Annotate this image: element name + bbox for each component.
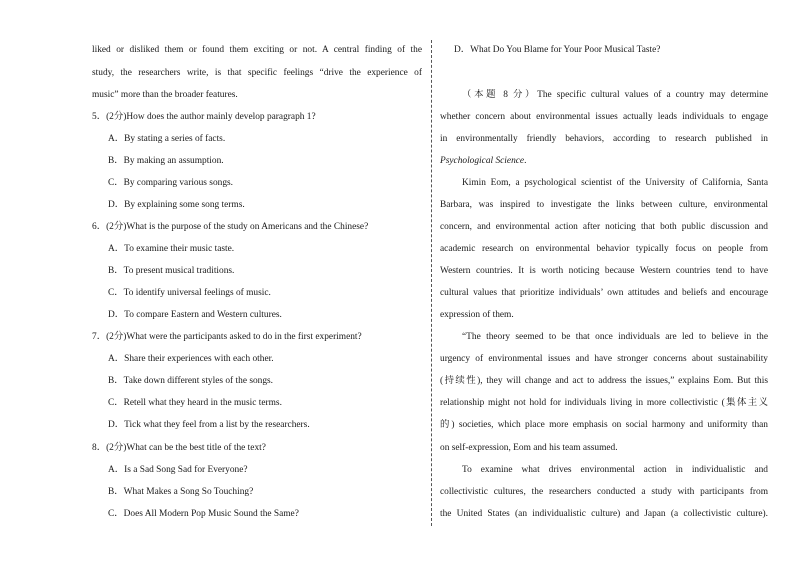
paragraph-line: To examine what drives environmental action in individualistic and bbox=[462, 465, 768, 475]
paragraph-line bbox=[440, 155, 526, 167]
paragraph-line: （本题 8 分）The specific cultural values of a country may determine bbox=[462, 90, 768, 100]
paragraph-line: urgency of environmental issues and have stronger concerns about sustainability bbox=[440, 354, 768, 364]
paragraph-line: collectivistic cultures, the researchers conducted a study with participants from bbox=[440, 487, 768, 497]
passage-line: study, the researchers write, is that specific feelings “drive the experience of bbox=[92, 68, 422, 78]
paragraph-line: “The theory seemed to be that once individuals are led to believe in the bbox=[462, 332, 768, 342]
paragraph-line: in environmentally friendly behaviors, according to research published in bbox=[440, 134, 768, 144]
paragraph-line: Kimin Eom, a psychological scientist of the University of California, Santa bbox=[462, 178, 768, 188]
paragraph-line: on self-expression, Eom and his team assumed. bbox=[440, 443, 618, 453]
q7-option-a[interactable]: A．Share their experiences with each other. bbox=[108, 354, 274, 364]
paragraph-line: 的) societies, which place more emphasis on social harmony and uniformity than bbox=[440, 420, 768, 430]
paragraph-line: (持续性), they will change and act to address the issues,” explains Eom. But this bbox=[440, 376, 768, 386]
q6-option-c[interactable]: C．To identify universal feelings of music. bbox=[108, 288, 271, 298]
period: . bbox=[524, 156, 527, 166]
paragraph-line: concern, and environmental action after noticing that both public discussion and bbox=[440, 222, 768, 232]
q5-option-c[interactable]: C．By comparing various songs. bbox=[108, 178, 233, 188]
paragraph-line: cultural values that prioritize individuals’ own attitudes and beliefs and encourage bbox=[440, 288, 768, 298]
q7-option-b[interactable]: B．Take down different styles of the songs. bbox=[108, 376, 274, 386]
q6-option-d[interactable]: D．To compare Eastern and Western cultures. bbox=[108, 310, 282, 320]
question-5-stem: 5．(2分)How does the author mainly develop paragraph 1? bbox=[92, 112, 316, 122]
passage-line: liked or disliked them or found them exciting or not. A central finding of the bbox=[92, 45, 422, 55]
journal-name: Psychological Science bbox=[440, 156, 525, 166]
question-7-stem: 7．(2分)What were the participants asked to do in the first experiment? bbox=[92, 332, 362, 342]
q7-option-d[interactable]: D．Tick what they feel from a list by the researchers. bbox=[108, 420, 310, 430]
question-8-stem: 8．(2分)What can be the best title of the text? bbox=[92, 443, 266, 453]
q5-option-b[interactable]: B．By making an assumption. bbox=[108, 156, 224, 166]
paragraph-line: academic research on environmental behavior typically focus on people from bbox=[440, 244, 768, 254]
paragraph-line: expression of them. bbox=[440, 310, 514, 320]
paragraph-line: whether concern about environmental issues actually leads individuals to engage bbox=[440, 112, 768, 122]
q6-option-b[interactable]: B．To present musical traditions. bbox=[108, 266, 235, 276]
q8-option-d[interactable]: D．What Do You Blame for Your Poor Musical Taste? bbox=[454, 45, 661, 55]
q8-option-a[interactable]: A．Is a Sad Song Sad for Everyone? bbox=[108, 465, 248, 475]
q5-option-a[interactable]: A．By stating a series of facts. bbox=[108, 134, 226, 144]
q8-option-c[interactable]: C．Does All Modern Pop Music Sound the Same? bbox=[108, 509, 299, 519]
question-6-stem: 6．(2分)What is the purpose of the study on Americans and the Chinese? bbox=[92, 222, 369, 232]
column-divider bbox=[431, 40, 432, 526]
paragraph-line: Western countries. It is worth noticing because Western countries tend to have bbox=[440, 266, 768, 276]
q8-option-b[interactable]: B．What Makes a Song So Touching? bbox=[108, 487, 254, 497]
passage-line: music” more than the broader features. bbox=[92, 90, 238, 100]
paragraph-line: the United States (an individualistic culture) and Japan (a collectivistic culture). bbox=[440, 509, 768, 519]
q7-option-c[interactable]: C．Retell what they heard in the music terms. bbox=[108, 398, 282, 408]
paragraph-line: Barbara, was inspired to investigate the links between culture, environmental bbox=[440, 200, 768, 210]
paragraph-line: relationship might not hold for individuals living in more collectivistic (集体主义 bbox=[440, 398, 768, 408]
q6-option-a[interactable]: A．To examine their music taste. bbox=[108, 244, 235, 254]
q5-option-d[interactable]: D．By explaining some song terms. bbox=[108, 200, 245, 210]
